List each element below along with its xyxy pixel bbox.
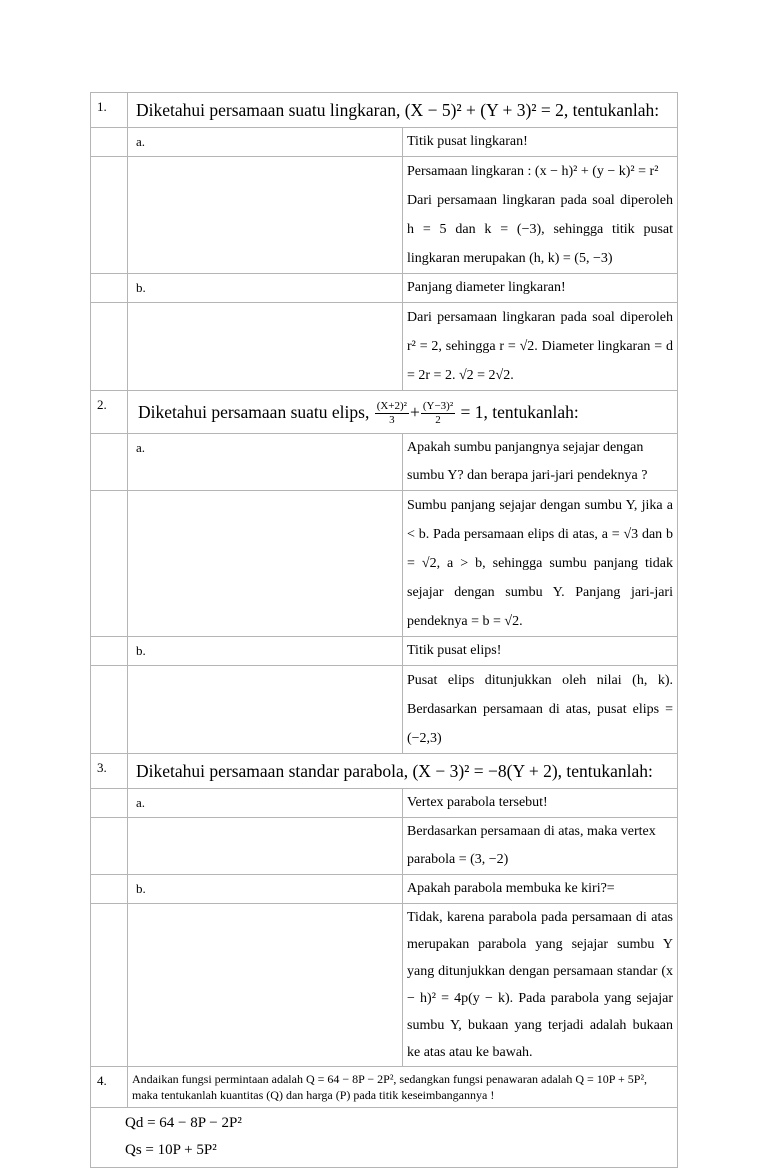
q1a-answer: [403, 157, 678, 274]
q2-frac2-numerator: (Y−3)²: [422, 400, 454, 413]
q3b-answer: Tidak, karena parabola pada persamaan di atas merupakan parabola yang sejajar sumbu Y yang ditunjukkan dengan persamaan standar (x − h)² = 4p(y − k). Pada parabola yang sejajar sumbu Y, bukaan yang terjadi adalah bukaan ke atas atau ke bawah.: [403, 904, 678, 1067]
q4-title-row: [91, 1067, 678, 1108]
q1a-answer-line1: Persamaan lingkaran : (x − h)² + (y − k)² = r²: [407, 164, 659, 179]
q3a-question: Vertex parabola tersebut!: [403, 789, 678, 818]
q1a-label: a.: [128, 128, 403, 157]
q1-title: Diketahui persamaan suatu lingkaran, (X − 5)² + (Y + 3)² = 2, tentukanlah:: [128, 93, 678, 128]
q2-title-row: [91, 391, 678, 434]
q3-number: 3.: [91, 754, 128, 789]
q3a-answer-row: [91, 818, 678, 875]
q2b-question: Titik pusat elips!: [403, 637, 678, 666]
q3a-label: a.: [128, 789, 403, 818]
q1-title-row: [91, 93, 678, 128]
q1a-answer-row: [91, 157, 678, 274]
q2-frac1-numerator: (X+2)²: [376, 400, 407, 413]
q1b-answer: Dari persamaan lingkaran pada soal diperoleh r² = 2, sehingga r = √2. Diameter lingkaran = d = 2r = 2. √2 = 2√2.: [403, 303, 678, 391]
q1b-answer-row: [91, 303, 678, 391]
q4-answer-row: [91, 1108, 678, 1168]
q4-number: 4.: [91, 1067, 128, 1108]
q2-plus: +: [409, 402, 420, 422]
q2-fraction-1: [375, 400, 409, 427]
q4-title: Andaikan fungsi permintaan adalah Q = 64 − 8P − 2P², sedangkan fungsi penawaran adalah Q = 10P + 5P², maka tentukanlah kuantitas (Q) dan harga (P) pada titik keseimbangannya !: [128, 1067, 678, 1108]
q4-answer: [91, 1108, 678, 1168]
q1a-question: Titik pusat lingkaran!: [403, 128, 678, 157]
q2a-question: Apakah sumbu panjangnya sejajar dengan sumbu Y? dan berapa jari-jari pendeknya ?: [403, 434, 678, 491]
q2a-question-row: [91, 434, 678, 491]
worksheet-table: [90, 92, 678, 1168]
q1b-question: Panjang diameter lingkaran!: [403, 274, 678, 303]
q4-supply-function: Qs = 10P + 5P²: [125, 1142, 217, 1158]
q2-number: 2.: [91, 391, 128, 434]
q3b-question-row: [91, 875, 678, 904]
q2-fraction-2: [421, 400, 455, 427]
q3b-label: b.: [128, 875, 403, 904]
q2b-label: b.: [128, 637, 403, 666]
q1b-label: b.: [128, 274, 403, 303]
q2-title-post: = 1, tentukanlah:: [460, 402, 579, 422]
q1a-question-row: [91, 128, 678, 157]
q4-demand-function: Qd = 64 − 8P − 2P²: [125, 1115, 242, 1131]
q3a-question-row: [91, 789, 678, 818]
q2-frac1-denominator: 3: [389, 414, 395, 427]
q2-title-pre: Diketahui persamaan suatu elips,: [138, 402, 370, 422]
q2b-question-row: [91, 637, 678, 666]
q2a-label: a.: [128, 434, 403, 491]
q1-number: 1.: [91, 93, 128, 128]
q2-frac2-denominator: 2: [435, 414, 441, 427]
q1a-answer-line2: Dari persamaan lingkaran pada soal diperoleh h = 5 dan k = (−3), sehingga titik pusat lingkaran merupakan (h, k) = (5, −3): [407, 193, 673, 266]
q3-title: Diketahui persamaan standar parabola, (X − 3)² = −8(Y + 2), tentukanlah:: [128, 754, 678, 789]
q2a-answer: Sumbu panjang sejajar dengan sumbu Y, jika a < b. Pada persamaan elips di atas, a = √3 dan b = √2, a > b, sehingga sumbu panjang tidak sejajar dengan sumbu Y. Panjang jari-jari pendeknya = b = √2.: [403, 491, 678, 637]
q3a-answer: Berdasarkan persamaan di atas, maka vertex parabola = (3, −2): [403, 818, 678, 875]
q3b-question: Apakah parabola membuka ke kiri?=: [403, 875, 678, 904]
q3-title-row: [91, 754, 678, 789]
q1b-question-row: [91, 274, 678, 303]
worksheet: [90, 92, 678, 1168]
q2-title: [128, 391, 678, 434]
q2b-answer: Pusat elips ditunjukkan oleh nilai (h, k). Berdasarkan persamaan di atas, pusat elips = (−2,3): [403, 666, 678, 754]
q3b-answer-row: [91, 904, 678, 1067]
q2a-answer-row: [91, 491, 678, 637]
q2b-answer-row: [91, 666, 678, 754]
